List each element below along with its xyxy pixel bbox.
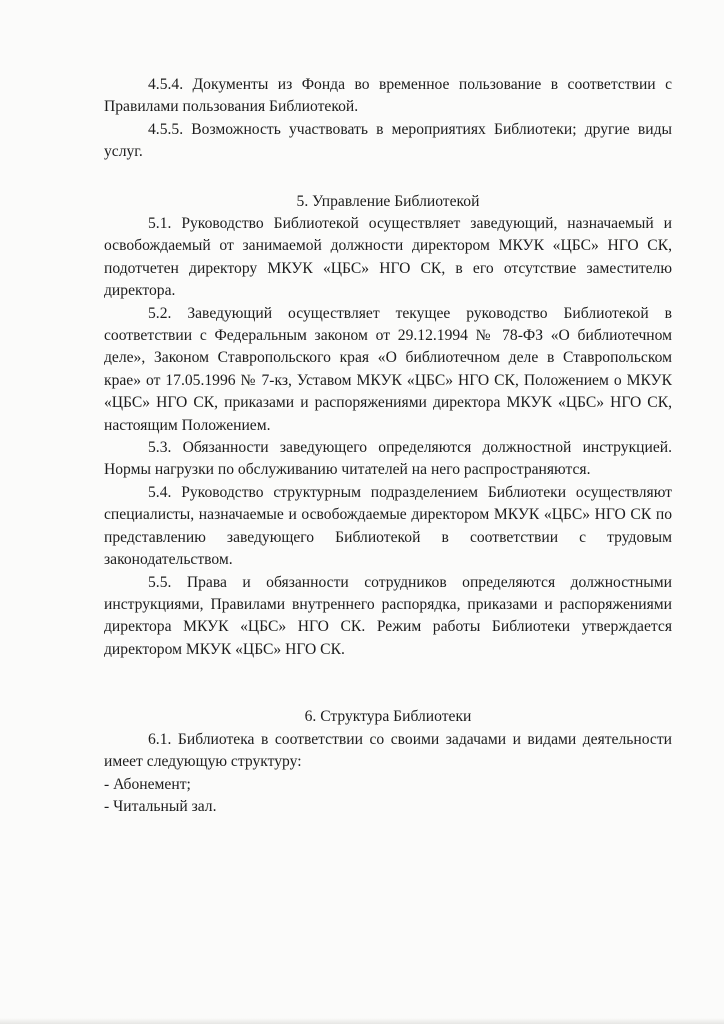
paragraph-5-2: 5.2. Заведующий осуществляет текущее руководство Библиотекой в соответствии с Федеральным законом от 29.12.1994 № 78-ФЗ «О библиотечном деле», Законом Ставропольского края «О библиотечном деле в Ставропольском крае» от 17.05.1996 № 7-кз, Уставом МКУК «ЦБС» НГО СК, Положением о МКУК «ЦБС» НГО СК, приказами и распоряжениями директора МКУК «ЦБС» НГО СК, настоящим Положением.	[104, 304, 672, 434]
list-item: - Читальный зал.	[104, 798, 217, 816]
paragraph-5-5: 5.5. Права и обязанности сотрудников определяются должностными инструкциями, Правилами внутреннего распорядка, приказами и распоряжениями директора МКУК «ЦБС» НГО СК. Режим работы Библиотеки утверждается директором МКУК «ЦБС» НГО СК.	[104, 573, 672, 658]
paragraph-5-3: 5.3. Обязанности заведующего определяются должностной инструкцией. Нормы нагрузки по обслуживанию читателей на него распространяются.	[104, 439, 672, 479]
section-5-heading: 5. Управление Библиотекой	[296, 193, 480, 210]
paragraph-6-1: 6.1. Библиотека в соответствии со своими задачами и видами деятельности имеет следующую структуру:	[104, 731, 672, 771]
list-item: - Абонемент;	[104, 775, 191, 793]
section-6-block	[104, 729, 672, 819]
paragraph-5-1: 5.1. Руководство Библиотекой осуществляет заведующий, назначаемый и освобождаемый от занимаемой должности директором МКУК «ЦБС» НГО СК, подотчетен директору МКУК «ЦБС» НГО СК, в его отсутствие заместителю директора.	[104, 215, 672, 300]
paragraph-4-5-4: 4.5.4. Документы из Фонда во временное пользование в соответствии с Правилами пользования Библиотекой.	[104, 76, 672, 116]
section-5-block	[104, 213, 672, 661]
paragraph-4-5-5: 4.5.5. Возможность участвовать в мероприятиях Библиотеки; другие виды услуг.	[104, 120, 672, 161]
page-bottom-edge	[0, 1018, 724, 1024]
section-4-block	[104, 74, 672, 164]
paragraph-5-4: 5.4. Руководство структурным подразделением Библиотеки осуществляют специалисты, назначаемые и освобождаемые директором МКУК «ЦБС» НГО СК по представлению заведующего Библиотекой в соответствии с трудовым законодательством.	[104, 483, 672, 569]
section-6-heading: 6. Структура Библиотеки	[304, 708, 472, 725]
